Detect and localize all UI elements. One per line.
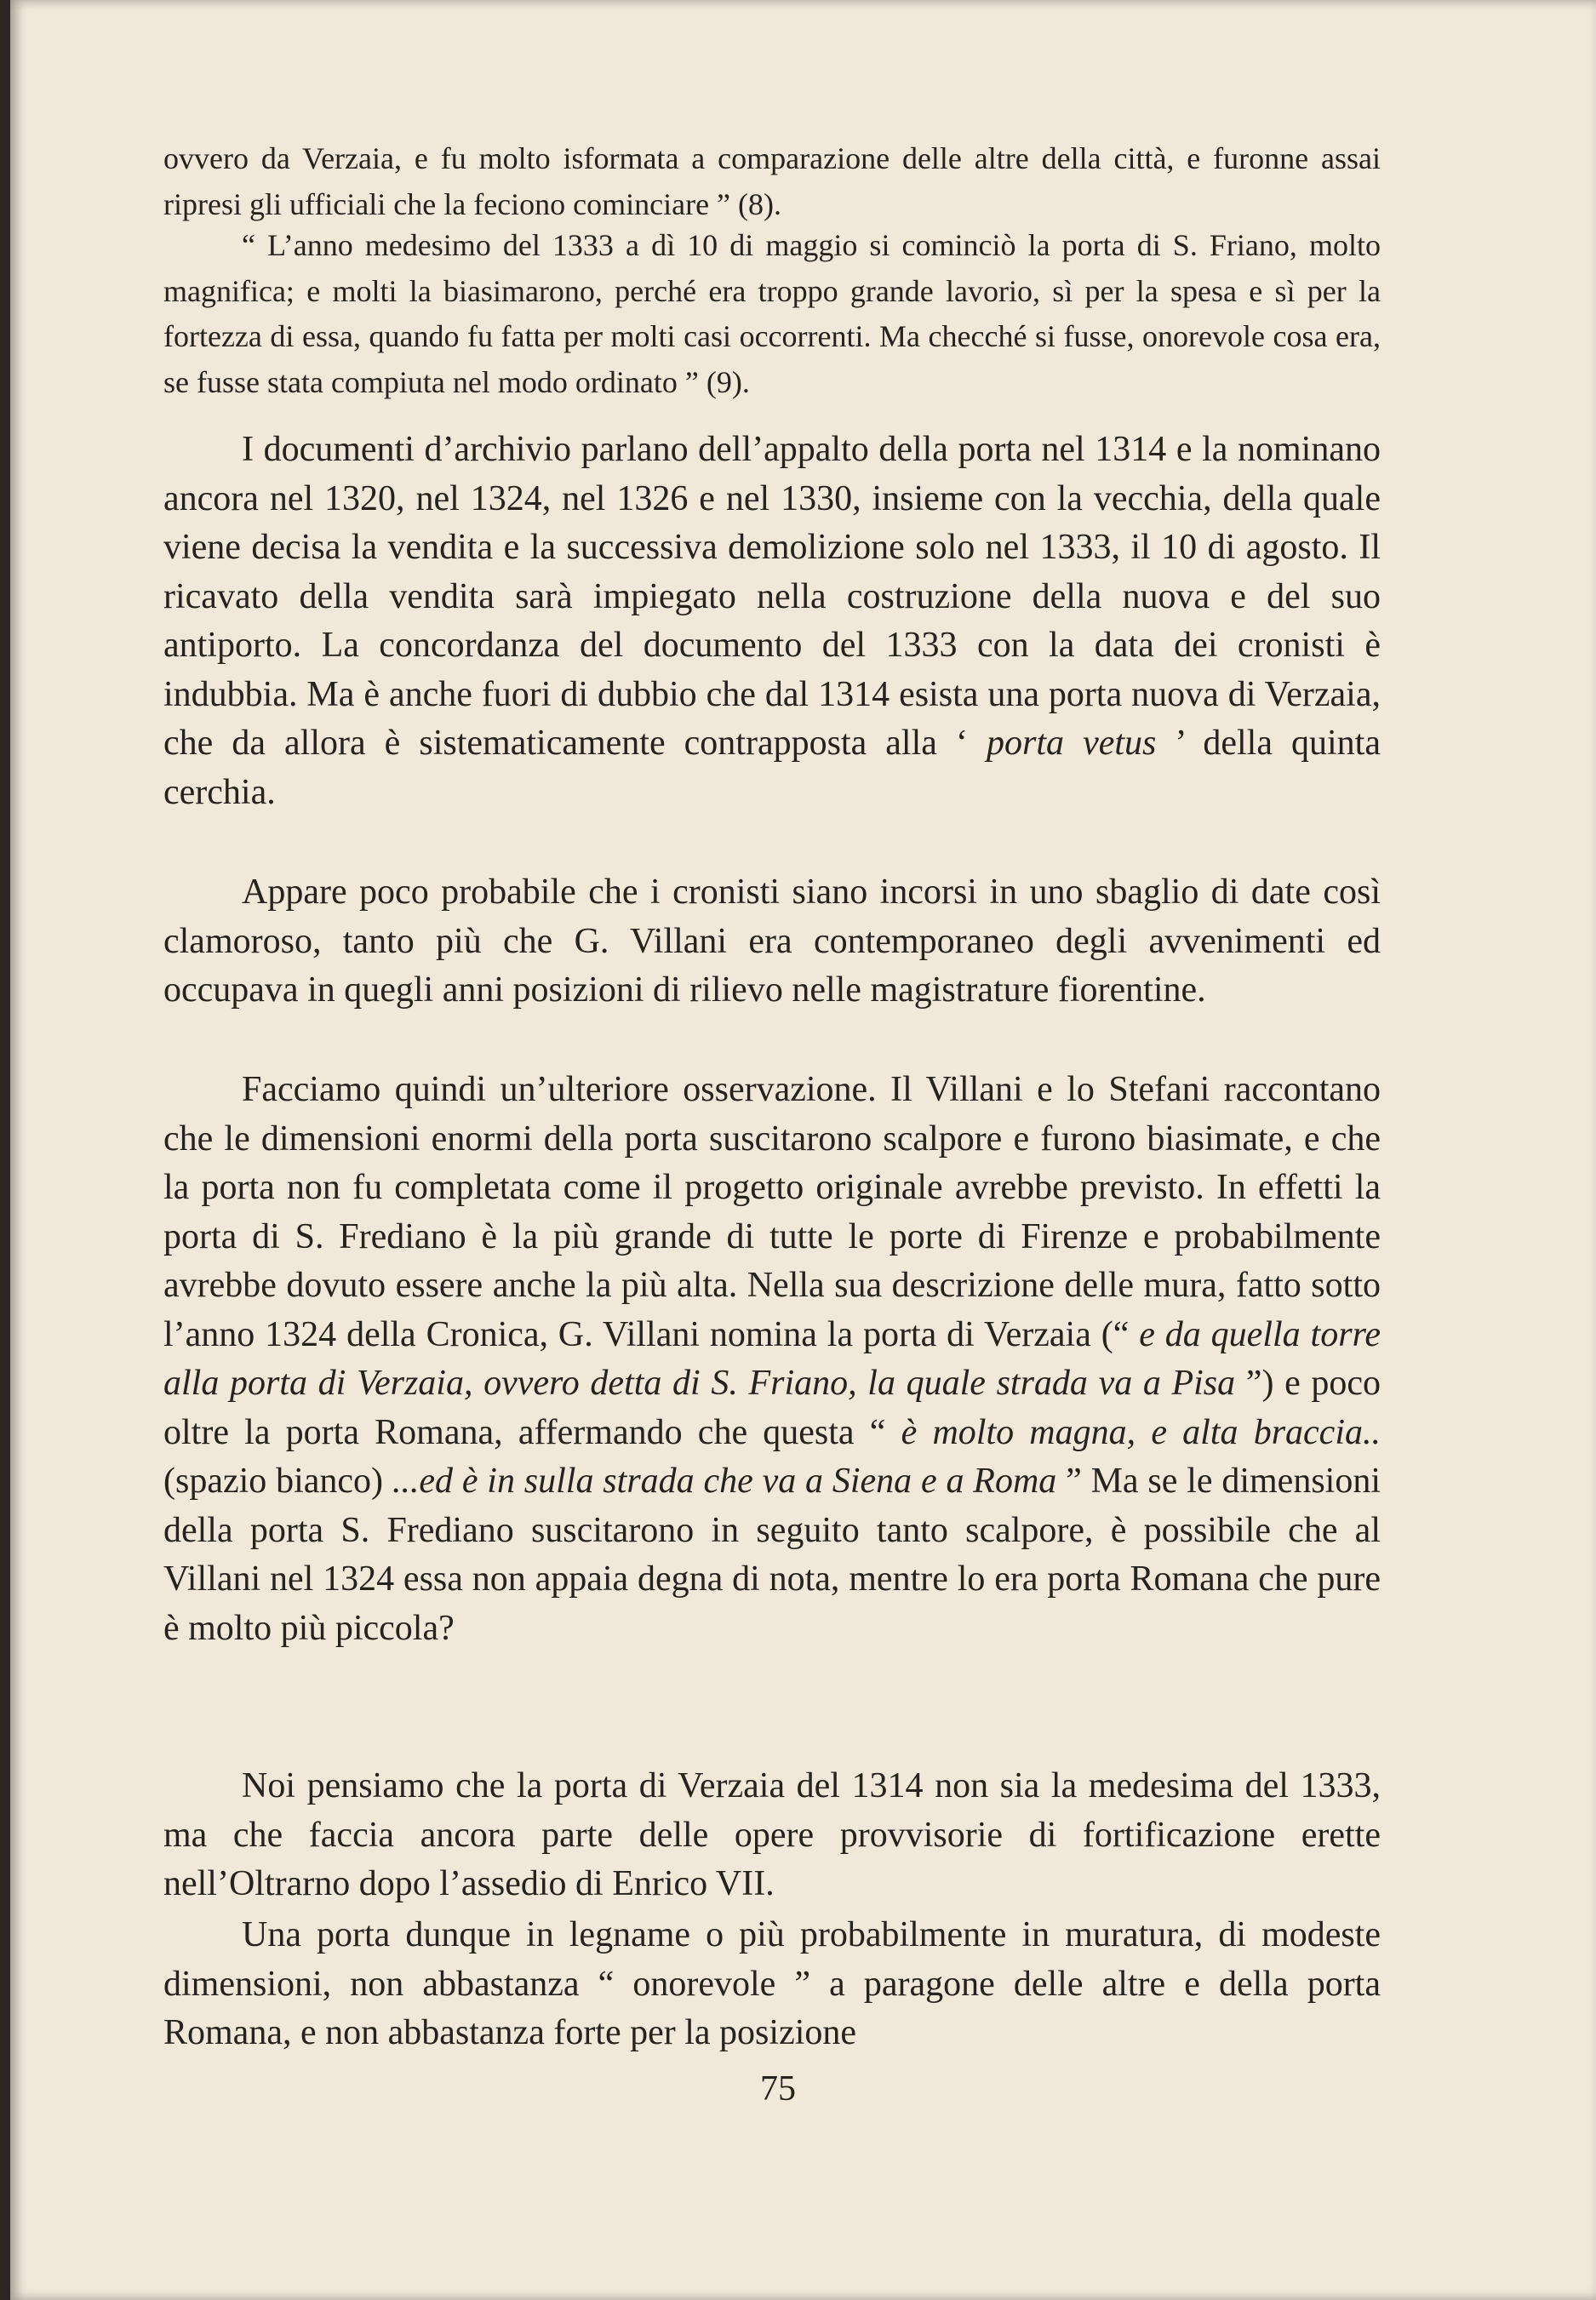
quote-paragraph: “ L’anno medesimo del 1333 a dì 10 di maggio si cominciò la porta di S. Friano, molto magnifica; e molti la biasimarono, perché era troppo grande lavorio, sì per la spesa e sì per la fortezza di essa, quando fu fatta per molti casi occorrenti. Ma checché si fusse, onorevole cosa era, se fusse stata compiuta nel modo ordinato ” (9). (163, 228, 1381, 399)
paragraph-noi-pensiamo: Noi pensiamo che la porta di Verzaia del 1314 non sia la medesima del 1333, ma che faccia ancora parte delle opere provvisorie di fortificazione erette nell’Oltrarno dopo l’assedio di Enrico VII. (163, 1766, 1381, 1903)
paragraph-facciamo (163, 1066, 1381, 1653)
italic-quote-magna: è molto magna, e alta braccia.. (901, 1412, 1381, 1452)
italic-quote-siena: ...ed è in sulla strada che va a Siena e a Roma (392, 1462, 1057, 1501)
text-run: (spazio bianco) (163, 1462, 392, 1501)
page-number: 75 (760, 2069, 796, 2108)
book-page (10, 0, 1596, 2300)
text-run: I documenti d’archivio parlano dell’appalto della porta nel 1314 e la nominano ancora nel 1320, nel 1324, nel 1326 e nel 1330, insieme con la vecchia, della quale viene decisa la vendita e la successiva demolizione solo nel 1333, il 10 di agosto. Il ricavato della vendita sarà impiegato nella costruzione della nuova e del suo antiporto. La concordanza del documento del 1333 con la data dei cronisti è indubbia. Ma è anche fuori di dubbio che dal 1314 esista una porta nuova di Verzaia, che da allora è sistematicamente contrapposta alla ‘ (163, 430, 1381, 763)
quote-continuation: ovvero da Verzaia, e fu molto isformata a comparazione delle altre della città, e furonne assai ripresi gli ufficiali che la feciono cominciare ” (8). (163, 141, 1381, 221)
text-run: ’ della quinta cerchia. (163, 724, 1381, 812)
paragraph-una-porta: Una porta dunque in legname o più probabilmente in muratura, di modeste dimensioni, non abbastanza “ onorevole ” a paragone delle altre e della porta Romana, e non abbastanza forte per la posizione (163, 1915, 1381, 2052)
italic-porta-vetus: porta vetus (987, 724, 1157, 763)
paragraph-documenti (163, 426, 1381, 817)
text-run: ” Ma se le dimensioni della porta S. Frediano suscitarono in seguito tanto scalpore, è possibile che al Villani nel 1324 essa non appaia degna di nota, mentre lo era porta Romana che pure è molto più piccola? (163, 1462, 1381, 1648)
italic-quote-verzaia: e da quella torre alla porta di Verzaia, ovvero detta di S. Friano, la quale strada va a Pisa (163, 1314, 1381, 1403)
text-run: ”) e poco oltre la porta Romana, affermando che questa “ (163, 1364, 1381, 1452)
paragraph-appare: Appare poco probabile che i cronisti siano incorsi in uno sbaglio di date così clamoroso, tanto più che G. Villani era contemporaneo degli avvenimenti ed occupava in quegli anni posizioni di rilievo nelle magistrature fiorentine. (163, 873, 1381, 1010)
text-run: Facciamo quindi un’ulteriore osservazione. Il Villani e lo Stefani raccontano che le dimensioni enormi della porta suscitarono scalpore e furono biasimate, e che la porta non fu completata come il progetto originale avrebbe previsto. In effetti la porta di S. Frediano è la più grande di tutte le porte di Firenze e probabilmente avrebbe dovuto essere anche la più alta. Nella sua descrizione delle mura, fatto sotto l’anno 1324 della Cronica, G. Villani nomina la porta di Verzaia (“ (163, 1070, 1381, 1354)
